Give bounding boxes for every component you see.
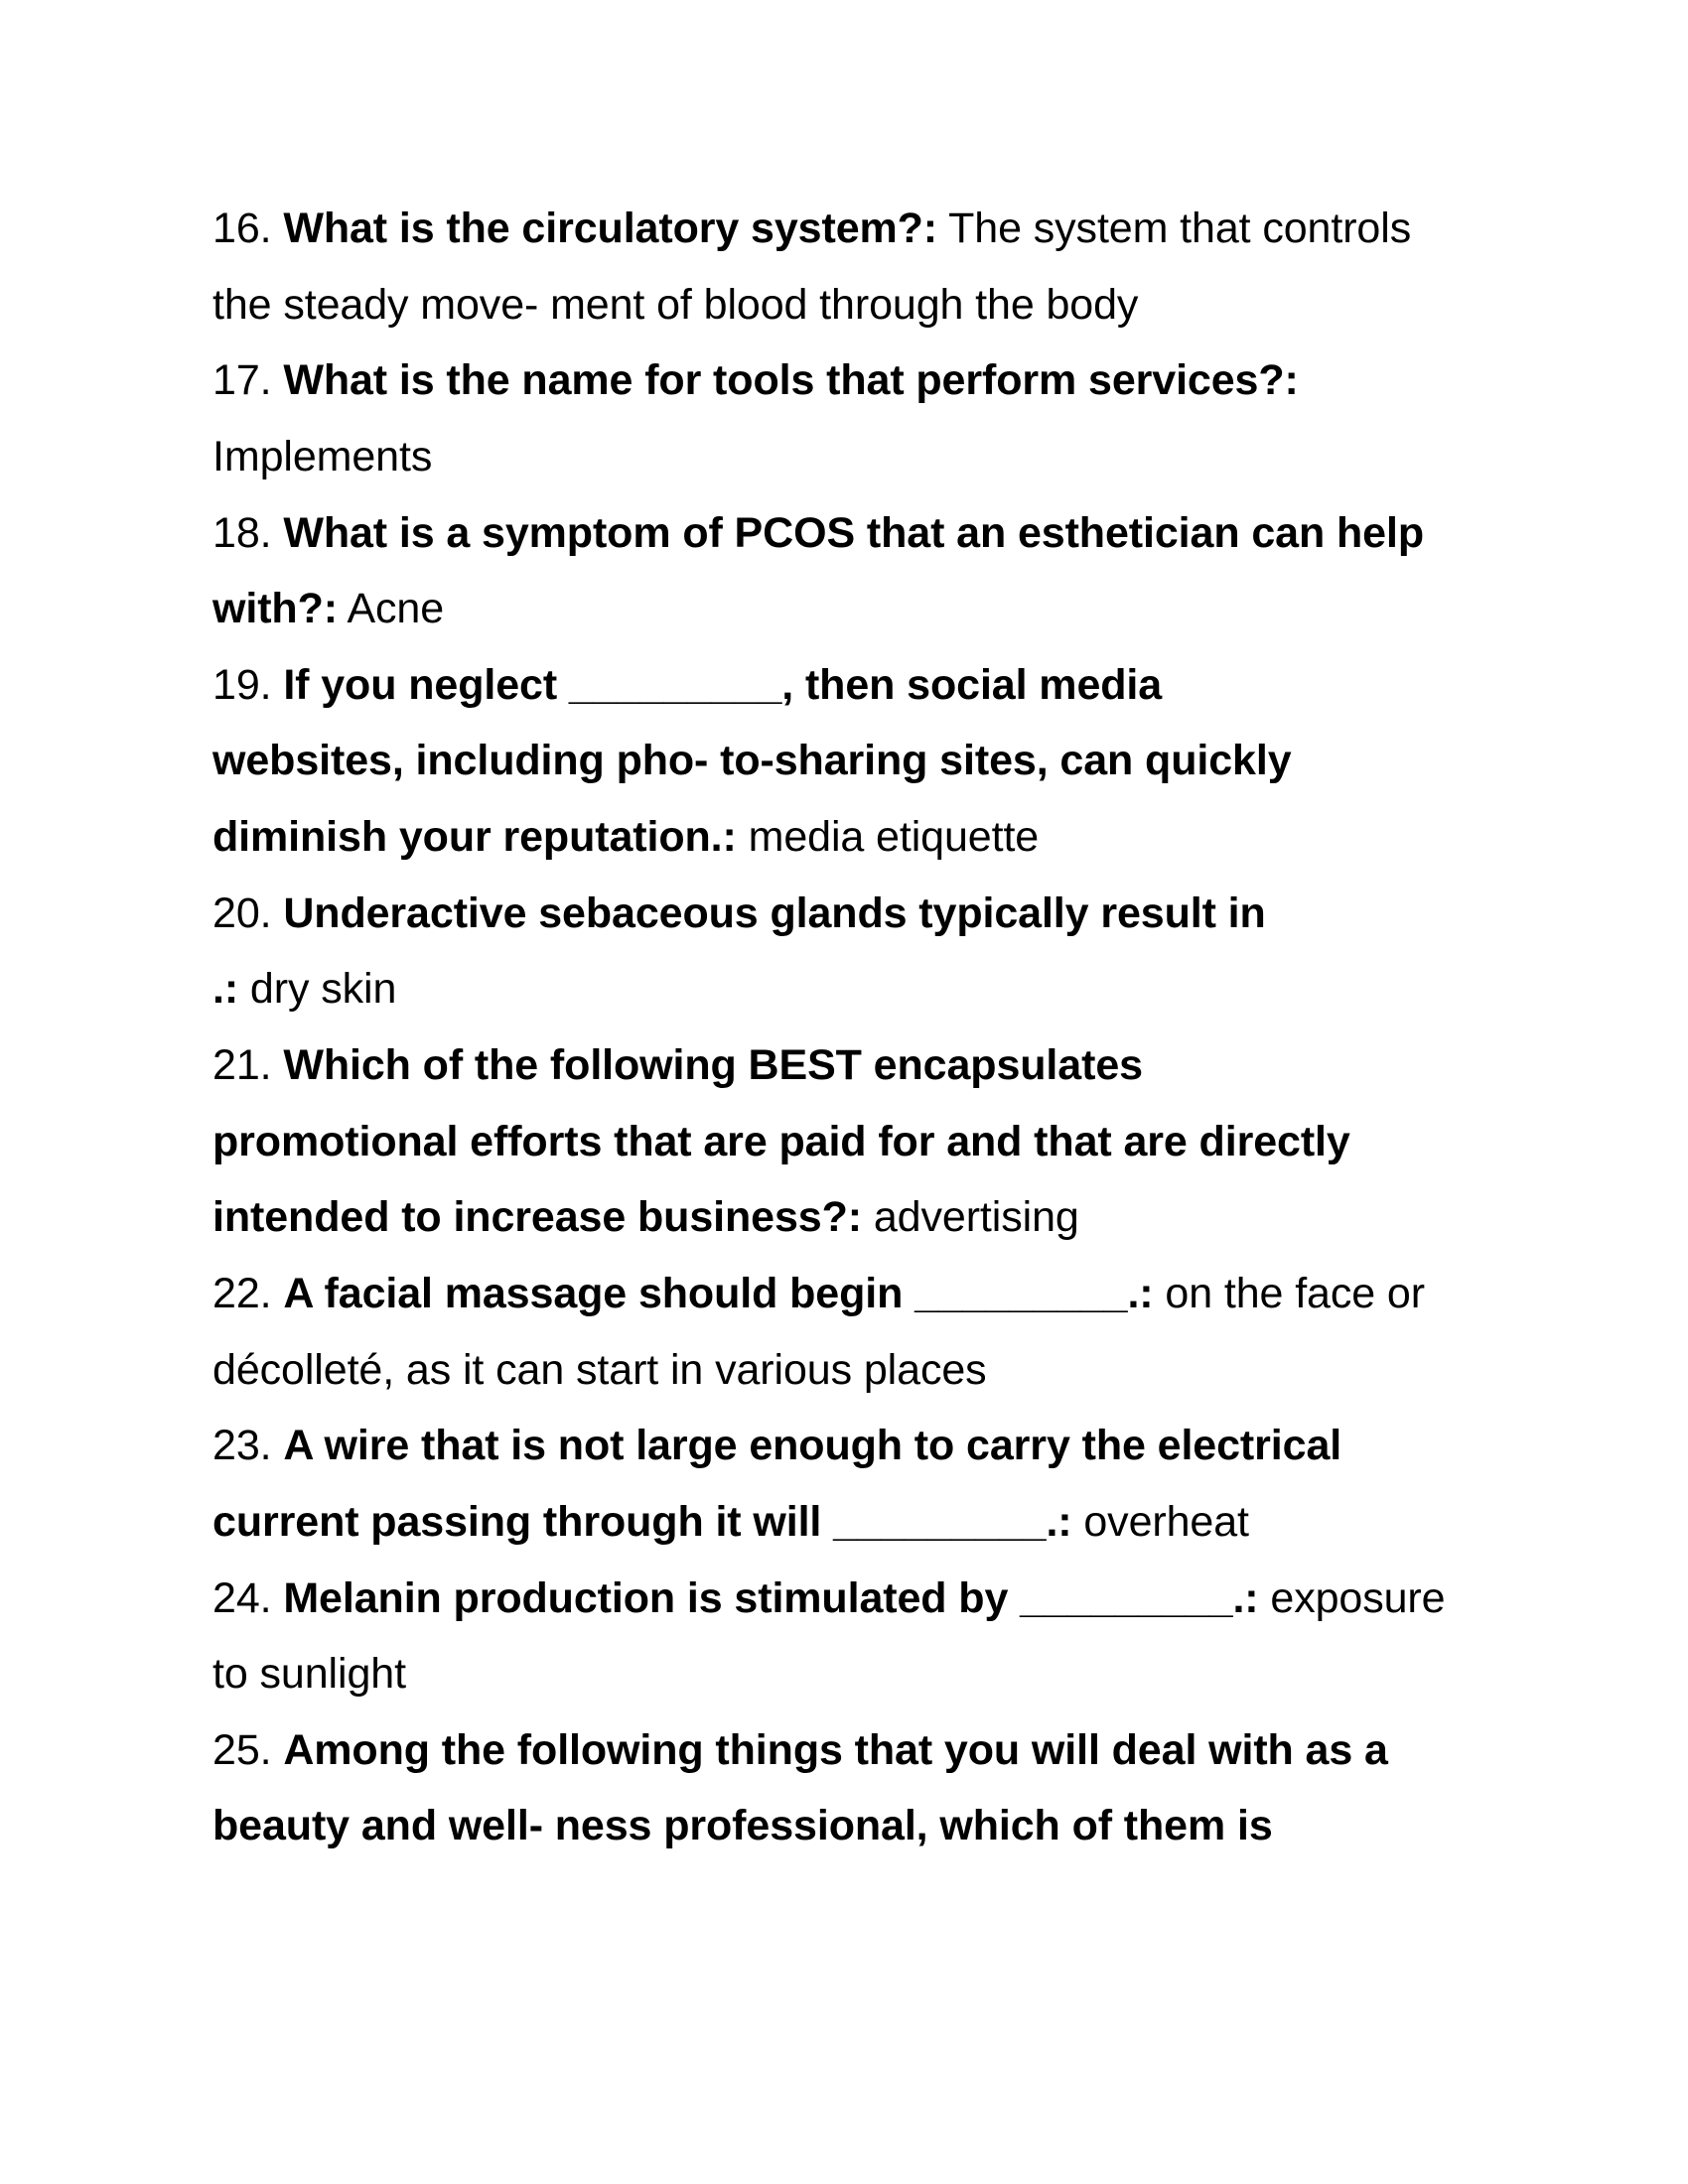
text-line (212, 876, 1503, 952)
answer-text: décolleté, as it can start in various places (212, 1345, 987, 1394)
question-number: 18. (212, 508, 284, 557)
question-text: intended to increase business?: (212, 1193, 862, 1242)
text-line (212, 1256, 1503, 1332)
text-line (212, 951, 1503, 1027)
question-text: What is the name for tools that perform services?: (283, 356, 1299, 405)
question-text: current passing through it will _________.: (212, 1497, 1072, 1546)
question-text: Melanin production is stimulated by _________.: (283, 1573, 1259, 1622)
text-line (212, 495, 1503, 572)
question-text: Underactive sebaceous glands typically result in (283, 888, 1266, 937)
answer-text: Acne (337, 585, 445, 633)
question-text: What is the circulatory system?: (283, 205, 938, 252)
text-line (212, 1636, 1503, 1712)
question-number: 20. (212, 888, 284, 937)
text-line (212, 1408, 1503, 1484)
answer-text: media etiquette (736, 813, 1040, 862)
answer-text: overheat (1071, 1497, 1249, 1546)
question-text: If you neglect _________, then social media (283, 660, 1163, 709)
question-number: 25. (212, 1725, 284, 1774)
question-text: What is a symptom of PCOS that an esthetician can help (283, 508, 1424, 557)
text-line (212, 191, 1503, 267)
text-line (212, 1332, 1503, 1409)
question-text: diminish your reputation.: (212, 813, 737, 862)
answer-text: to sunlight (212, 1650, 406, 1699)
question-text: promotional efforts that are paid for and that are directly (212, 1117, 1350, 1165)
text-line (212, 1179, 1503, 1256)
answer-text: dry skin (238, 965, 397, 1014)
question-number: 23. (212, 1422, 284, 1470)
answer-text: exposure (1258, 1573, 1446, 1622)
question-text: Among the following things that you will deal with as a (283, 1725, 1388, 1774)
question-text: websites, including pho- to-sharing sites, can quickly (212, 737, 1292, 785)
question-text: A facial massage should begin _________.: (283, 1269, 1154, 1317)
question-number: 21. (212, 1041, 284, 1090)
answer-text: the steady move- ment of blood through the body (212, 280, 1139, 329)
text-line (212, 799, 1503, 876)
text-line (212, 1712, 1503, 1789)
text-line (212, 1104, 1503, 1180)
text-line (212, 1788, 1503, 1864)
text-line (212, 419, 1503, 495)
answer-text: Implements (212, 432, 433, 480)
question-number: 16. (212, 205, 284, 252)
text-line (212, 1027, 1503, 1104)
question-number: 24. (212, 1573, 284, 1622)
text-line (212, 342, 1503, 419)
text-line (212, 647, 1503, 724)
answer-text: advertising (862, 1193, 1079, 1242)
question-text: with?: (212, 585, 338, 633)
text-line (212, 267, 1503, 343)
text-line (212, 723, 1503, 799)
question-text: A wire that is not large enough to carry the electrical (283, 1422, 1342, 1470)
answer-text: The system that controls (937, 205, 1412, 252)
flashcard-text-block (212, 191, 1503, 1864)
question-text: beauty and well- ness professional, which of them is (212, 1802, 1273, 1850)
text-line (212, 1484, 1503, 1561)
question-number: 17. (212, 356, 284, 405)
question-number: 22. (212, 1269, 284, 1317)
answer-text: on the face or (1153, 1269, 1425, 1317)
question-number: 19. (212, 660, 284, 709)
text-line (212, 571, 1503, 647)
question-text: .: (212, 965, 239, 1014)
question-text: Which of the following BEST encapsulates (283, 1041, 1143, 1090)
text-line (212, 1561, 1503, 1637)
